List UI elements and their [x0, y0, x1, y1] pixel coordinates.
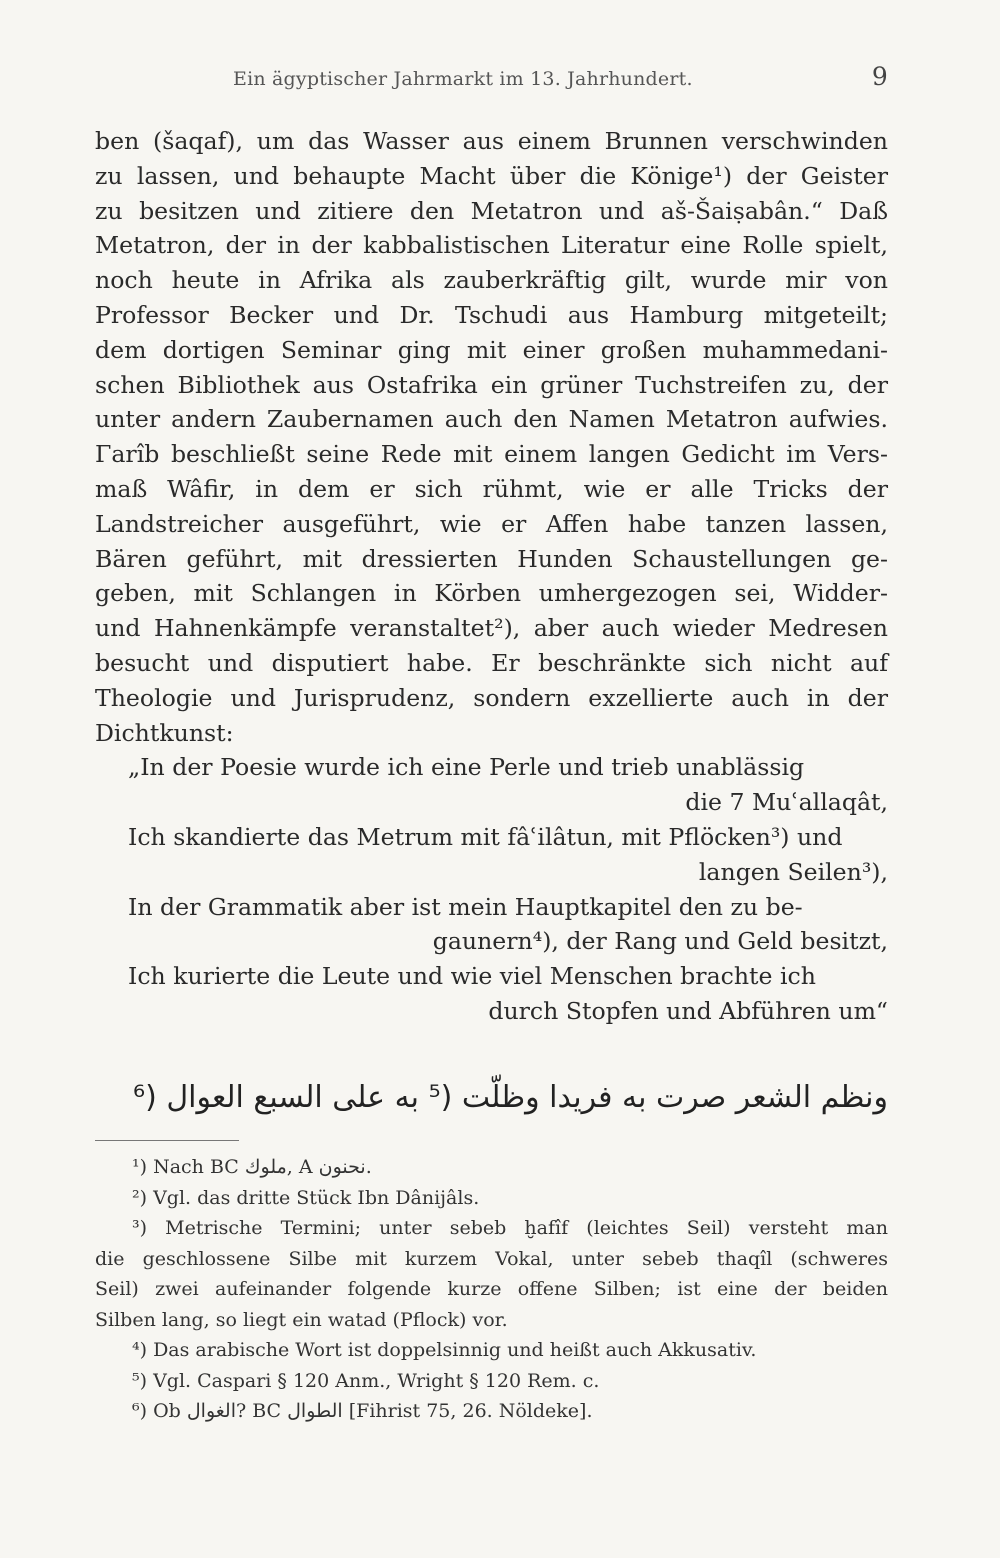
footnote-3-line: Silben lang, so liegt ein watad (Pflock) vor. — [95, 1308, 508, 1331]
text-line: geben, mit Schlangen in Körben umhergezogen sei, Widder- — [95, 579, 888, 608]
body-text — [95, 124, 888, 1029]
text-line: besucht und disputiert habe. Er beschränkte sich nicht auf — [95, 648, 888, 677]
text-line: noch heute in Afrika als zauberkräftig gilt, wurde mir von — [95, 266, 888, 295]
text-line: dem dortigen Seminar ging mit einer großen muhammedani- — [95, 335, 888, 364]
text-line: zu besitzen und zitiere den Metatron und aš-Šaiṣabân.“ Daß — [95, 196, 888, 225]
footnotes — [95, 1152, 888, 1427]
footnote-3-line: Seil) zwei aufeinander folgende kurze offene Silben; ist eine der beiden — [95, 1278, 888, 1300]
arabic-verse: ونظم الشعر صرت به فريدا وظلّت (⁵ به على السبع العوال (⁶ — [133, 1080, 888, 1115]
text-line: Bären geführt, mit dressierten Hunden Schaustellungen ge- — [95, 544, 888, 573]
verse-continuation: gaunern⁴), der Rang und Geld besitzt, — [432, 927, 888, 956]
footnote-6: ⁶) Ob الغوال? BC الطوال [Fihrist 75, 26. Nöldeke]. — [132, 1400, 593, 1422]
text-line: Γarîb beschließt seine Rede mit einem langen Gedicht im Vers- — [95, 440, 888, 469]
text-line: zu lassen, und behaupte Macht über die Könige¹) der Geister — [95, 161, 888, 190]
verse-line: „In der Poesie wurde ich eine Perle und trieb unablässig — [128, 753, 805, 782]
footnote-2: ²) Vgl. das dritte Stück Ibn Dânijâls. — [132, 1186, 480, 1209]
footnote-1: ¹) Nach BC ملوك, A نحنون. — [132, 1156, 372, 1178]
verse-line: In der Grammatik aber ist mein Hauptkapitel den zu be- — [128, 892, 803, 921]
footnote-rule — [95, 1140, 239, 1141]
footnote-3: ³) Metrische Termini; unter sebeb ḫafîf (leichtes Seil) versteht man — [132, 1217, 888, 1239]
text-line: unter andern Zaubernamen auch den Namen Metatron aufwies. — [95, 405, 888, 434]
text-line: Theologie und Jurisprudenz, sondern exzellierte auch in der — [95, 683, 888, 712]
running-head — [95, 62, 888, 102]
verse-continuation: durch Stopfen und Abführen um“ — [488, 996, 888, 1025]
text-line: maß Wâfir, in dem er sich rühmt, wie er alle Tricks der — [95, 474, 888, 503]
text-line: und Hahnenkämpfe veranstaltet²), aber auch wieder Medresen — [95, 614, 888, 643]
text-line: ben (šaqaf), um das Wasser aus einem Brunnen verschwinden — [95, 127, 888, 155]
page-number: 9 — [871, 62, 888, 91]
verse-line: Ich kurierte die Leute und wie viel Menschen brachte ich — [128, 962, 816, 991]
verse-line: Ich skandierte das Metrum mit fâʿilâtun, mit Pflöcken³) und — [128, 822, 843, 851]
text-line: Dichtkunst: — [95, 718, 234, 747]
running-head-title: Ein ägyptischer Jahrmarkt im 13. Jahrhundert. — [233, 68, 693, 90]
footnote-5: ⁵) Vgl. Caspari § 120 Anm., Wright § 120 Rem. c. — [132, 1369, 600, 1392]
verse-continuation: langen Seilen³), — [698, 857, 888, 886]
verse-continuation: die 7 Muʿallaqât, — [685, 788, 888, 817]
footnote-4: ⁴) Das arabische Wort ist doppelsinnig und heißt auch Akkusativ. — [132, 1339, 757, 1361]
text-line: Metatron, der in der kabbalistischen Literatur eine Rolle spielt, — [95, 231, 888, 260]
text-line: Professor Becker und Dr. Tschudi aus Hamburg mitgeteilt; — [95, 300, 888, 329]
text-line: schen Bibliothek aus Ostafrika ein grüner Tuchstreifen zu, der — [95, 370, 888, 399]
footnote-3-line: die geschlossene Silbe mit kurzem Vokal, unter sebeb thaqîl (schweres — [95, 1247, 888, 1270]
text-line: Landstreicher ausgeführt, wie er Affen habe tanzen lassen, — [95, 509, 888, 538]
